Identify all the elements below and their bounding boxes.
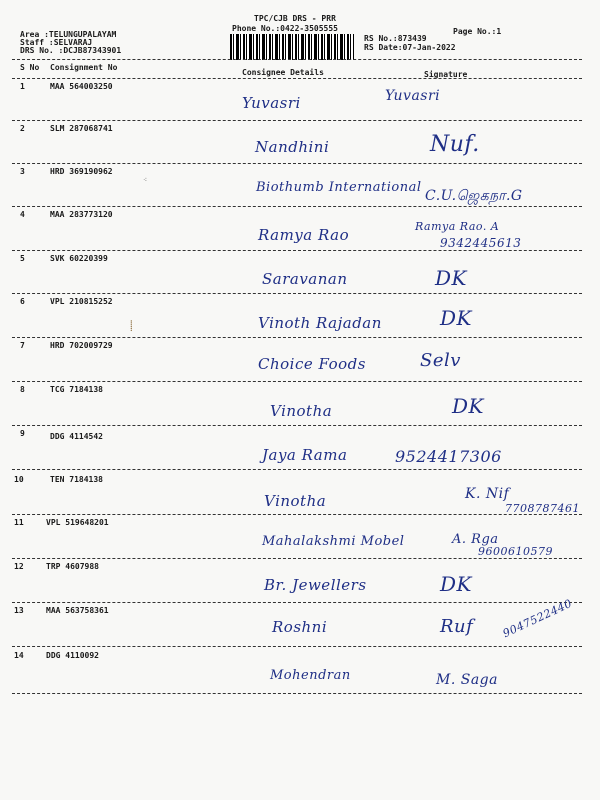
row-signature-handwritten: A. Rga — [452, 532, 499, 547]
row-consignee-handwritten: Br. Jewellers — [264, 576, 367, 594]
row-consignment: DDG 4110092 — [46, 651, 99, 660]
row-signature-handwritten: Selv — [420, 350, 461, 371]
row-divider — [12, 558, 582, 559]
row-sno: 3 — [20, 167, 25, 176]
row-sno: 1 — [20, 82, 25, 91]
row-consignee-handwritten: Mohendran — [270, 668, 351, 683]
row-divider — [12, 337, 582, 338]
row-signature-handwritten: Yuvasri — [385, 88, 441, 104]
rs-number: RS No.:873439 — [364, 34, 427, 43]
row-consignee-handwritten: Vinotha — [270, 402, 333, 420]
row-consignee-handwritten: Vinoth Rajadan — [258, 314, 382, 332]
header-divider-top — [12, 59, 582, 60]
row-sno: 12 — [14, 562, 24, 571]
row-consignment: TRP 4607988 — [46, 562, 99, 571]
row-consignment: MAA 564003250 — [50, 82, 113, 91]
row-signature-handwritten: M. Saga — [436, 672, 498, 688]
row-divider — [12, 514, 582, 515]
row-consignment: TCG 7184138 — [50, 385, 103, 394]
row-consignee-handwritten: Vinotha — [264, 492, 327, 510]
row-phone-note: 9600610579 — [478, 545, 553, 558]
row-phone-note: 7708787461 — [505, 502, 580, 515]
row-signature-handwritten: DK — [435, 266, 467, 290]
drs-number: DRS No. :DCJB87343901 — [20, 46, 122, 55]
row-sno: 2 — [20, 124, 25, 133]
row-consignment: HRD 702009729 — [50, 341, 113, 350]
row-divider — [12, 293, 582, 294]
staff-label: Staff :SELVARAJ — [20, 38, 93, 47]
row-consignee-handwritten: Choice Foods — [258, 355, 366, 373]
row-divider — [12, 693, 582, 694]
row-consignee-handwritten: Mahalakshmi Mobel — [262, 534, 405, 549]
row-phone-note: 9047522440 — [500, 596, 575, 641]
row-consignment: SVK 60220399 — [50, 254, 108, 263]
row-signature-handwritten: 9524417306 — [395, 447, 502, 466]
row-sno: 11 — [14, 518, 24, 527]
row-signature-handwritten: DK — [440, 306, 472, 330]
row-sno: 10 — [14, 475, 24, 484]
rs-date: RS Date:07-Jan-2022 — [364, 43, 456, 52]
column-signature: Signature — [424, 70, 468, 79]
row-sno: 7 — [20, 341, 25, 350]
row-signature-handwritten: Nuf. — [430, 132, 480, 157]
page-number: Page No.:1 — [453, 27, 502, 36]
row-consignment: VPL 519648201 — [46, 518, 109, 527]
row-signature-handwritten: C.U.ஜெகநா.G — [425, 188, 523, 204]
row-divider — [12, 120, 582, 121]
row-consignee-handwritten: Yuvasri — [242, 94, 301, 112]
row-consignee-handwritten: Ramya Rao — [258, 226, 350, 244]
row-sno: 14 — [14, 651, 24, 660]
row-signature-handwritten: DK — [452, 394, 484, 418]
area-label: Area :TELUNGUPALAYAM — [20, 30, 117, 39]
row-consignment: HRD 369190962 — [50, 167, 113, 176]
phone-number: Phone No.:0422-3505555 — [232, 24, 338, 33]
row-consignment: DDG 4114542 — [50, 432, 103, 441]
row-phone-note: 9342445613 — [440, 236, 522, 250]
row-divider — [12, 646, 582, 647]
row-divider — [12, 163, 582, 164]
row-consignee-handwritten: Biothumb International — [256, 180, 422, 195]
row-consignment: VPL 210815252 — [50, 297, 113, 306]
speck-mark: ⁖ — [143, 176, 148, 184]
row-divider — [12, 250, 582, 251]
row-divider — [12, 206, 582, 207]
header-divider-bottom — [12, 78, 582, 79]
barcode-image — [230, 34, 354, 60]
row-sno: 8 — [20, 385, 25, 394]
row-consignment: MAA 283773120 — [50, 210, 113, 219]
row-sno: 6 — [20, 297, 25, 306]
row-signature-handwritten: K. Nif — [465, 486, 510, 502]
row-consignment: MAA 563758361 — [46, 606, 109, 615]
row-sno: 5 — [20, 254, 25, 263]
row-signature-handwritten: DK — [440, 572, 472, 596]
row-consignee-handwritten: Nandhini — [255, 138, 330, 156]
row-sno: 4 — [20, 210, 25, 219]
row-signature-handwritten: Ramya Rao. A — [415, 220, 500, 233]
row-consignment: TEN 7184138 — [50, 475, 103, 484]
row-divider — [12, 425, 582, 426]
column-sno: S No — [20, 63, 40, 72]
document-title: TPC/CJB DRS - PRR — [254, 14, 336, 23]
row-consignee-handwritten: Roshni — [272, 618, 328, 636]
row-signature-handwritten: Ruf — [440, 616, 474, 637]
row-divider — [12, 602, 582, 603]
row-divider — [12, 469, 582, 470]
row-sno: 9 — [20, 429, 25, 438]
row-consignee-handwritten: Jaya Rama — [262, 446, 348, 464]
row-consignee-handwritten: Saravanan — [262, 270, 348, 288]
row-divider — [12, 381, 582, 382]
row-consignment: SLM 287068741 — [50, 124, 113, 133]
column-consignee: Consignee Details — [242, 68, 324, 77]
row-sno: 13 — [14, 606, 24, 615]
speck-mark: ⸽ — [130, 321, 133, 332]
column-consignment: Consignment No — [50, 63, 118, 72]
